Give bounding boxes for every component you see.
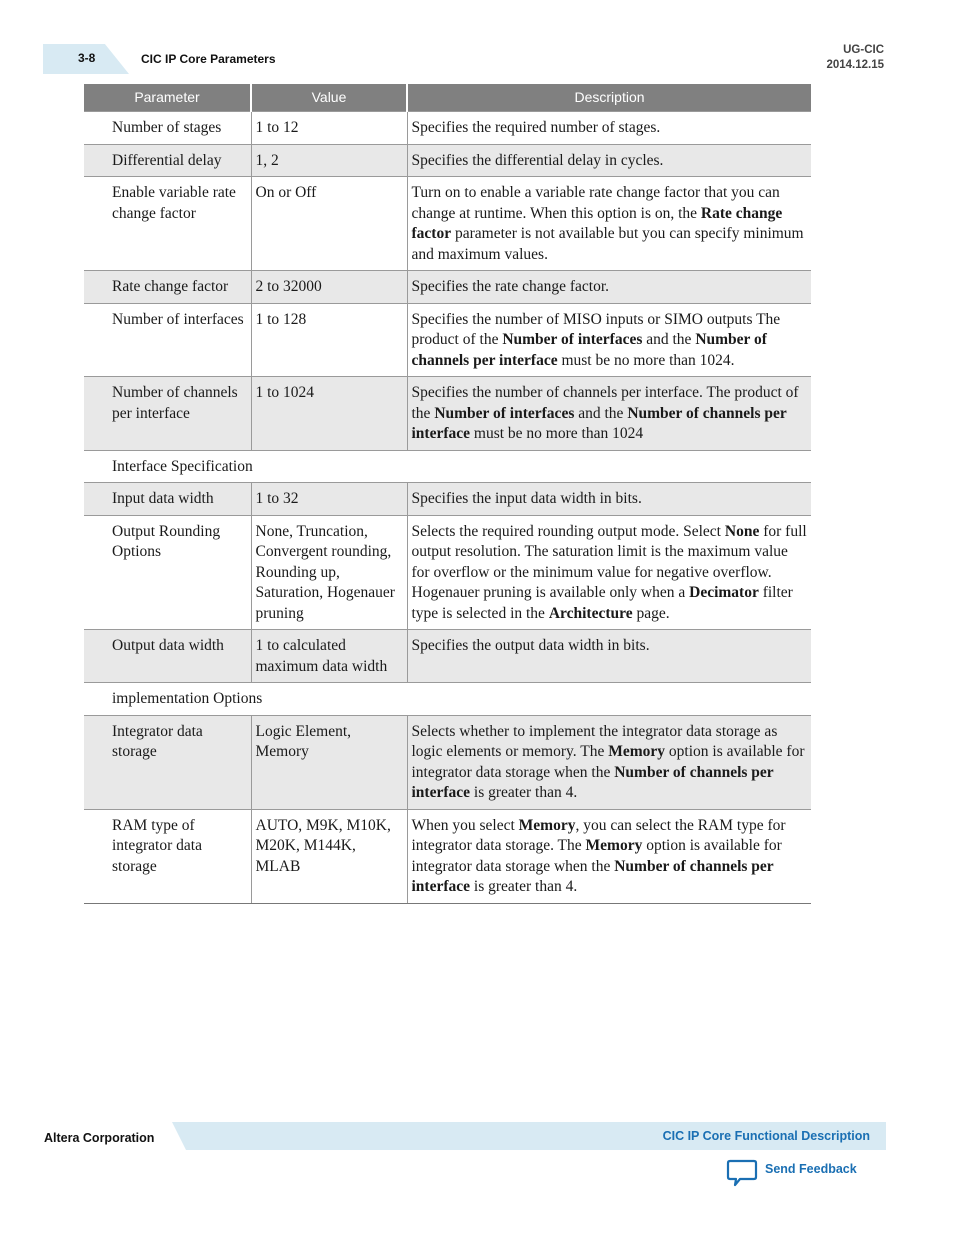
table-row: [84, 177, 811, 271]
section-row: [84, 683, 811, 716]
desc-text: filter type is selected in the: [411, 584, 793, 622]
speech-bubble-icon: [726, 1158, 758, 1188]
doc-id: UG-CIC: [843, 44, 884, 56]
value-cell: 2 to 32000: [251, 271, 407, 304]
parameter-cell: Enable variable rate change factor: [84, 177, 251, 271]
desc-text: Selects whether to implement the integrator data storage as logic elements or memory. The: [411, 722, 778, 760]
table-row: [84, 483, 811, 516]
desc-text: page.: [632, 604, 670, 622]
desc-term: Number of interfaces: [502, 331, 643, 348]
description-cell: Specifies the required number of stages.: [407, 112, 811, 145]
parameter-cell: Output data width: [84, 630, 251, 683]
description-cell: [407, 809, 811, 903]
desc-term: None: [724, 522, 760, 540]
desc-term: Architecture: [548, 604, 633, 622]
table-row: [84, 377, 811, 451]
section-heading: Interface Specification: [84, 450, 811, 483]
company-name: Altera Corporation: [44, 1131, 155, 1145]
parameter-cell: Number of channels per interface: [84, 377, 251, 451]
description-cell: Specifies the input data width in bits.: [407, 483, 811, 516]
description-cell: [407, 377, 811, 451]
desc-text: Selects the required rounding output mode. Select: [411, 522, 725, 540]
parameter-cell: Differential delay: [84, 144, 251, 177]
section-row: [84, 450, 811, 483]
table-row: [84, 515, 811, 630]
desc-text: must be no more than 1024: [470, 425, 644, 442]
desc-text: , you can select the RAM type for integrator data storage. The: [411, 816, 786, 854]
desc-text: must be no more than 1024.: [557, 351, 735, 369]
desc-term: Decimator: [689, 584, 759, 601]
description-cell: Specifies the output data width in bits.: [407, 630, 811, 683]
value-cell: 1 to 32: [251, 483, 407, 516]
section-title: CIC IP Core Parameters: [141, 52, 276, 66]
desc-text: and the: [574, 404, 628, 422]
parameter-cell: Input data width: [84, 483, 251, 516]
send-feedback-button[interactable]: [726, 1158, 866, 1188]
value-cell: On or Off: [251, 177, 407, 271]
parameter-cell: Rate change factor: [84, 271, 251, 304]
desc-term: Rate change factor: [411, 204, 783, 242]
desc-text: When you select: [411, 816, 519, 834]
description-cell: [407, 303, 811, 377]
send-feedback-label: Send Feedback: [765, 1162, 857, 1176]
doc-info: [826, 43, 884, 73]
desc-text: and the: [642, 331, 696, 348]
column-header-description: Description: [407, 84, 811, 112]
desc-term: Memory: [608, 743, 666, 760]
desc-term: Number of channels per interface: [411, 404, 787, 442]
desc-text: Turn on to enable a variable rate change factor that you can change at runtime. When this option is on, the: [411, 184, 780, 222]
desc-term: Number of channels per interface: [411, 857, 774, 895]
desc-term: Memory: [518, 816, 576, 834]
table-row: [84, 630, 811, 683]
parameters-table: [84, 84, 811, 904]
desc-text: is greater than 4.: [470, 784, 578, 801]
value-cell: 1 to 128: [251, 303, 407, 377]
desc-text: parameter is not available but you can specify minimum and maximum values.: [411, 225, 804, 263]
value-cell: AUTO, M9K, M10K, M20K, M144K, MLAB: [251, 809, 407, 903]
desc-text: Specifies the number of MISO inputs or SIMO outputs The product of the: [411, 310, 781, 348]
value-cell: 1 to 12: [251, 112, 407, 145]
table-row: [84, 144, 811, 177]
description-cell: [407, 177, 811, 271]
description-cell: Specifies the differential delay in cycles.: [407, 144, 811, 177]
description-cell: Specifies the rate change factor.: [407, 271, 811, 304]
parameter-cell: Integrator data storage: [84, 715, 251, 809]
section-heading: implementation Options: [84, 683, 811, 716]
page-number: 3-8: [78, 51, 96, 65]
desc-text: is greater than 4.: [470, 878, 578, 895]
parameter-cell: Output Rounding Options: [84, 515, 251, 630]
value-cell: 1 to calculated maximum data width: [251, 630, 407, 683]
section-link[interactable]: CIC IP Core Functional Description: [662, 1129, 870, 1143]
desc-text: for full output resolution. The saturation limit is the maximum value for overflow or the minimum value for negative overflow. Hogenauer pruning is available only when a: [411, 522, 807, 601]
parameter-cell: Number of interfaces: [84, 303, 251, 377]
table-row: [84, 112, 811, 145]
desc-term: Memory: [585, 837, 643, 854]
parameter-cell: Number of stages: [84, 112, 251, 145]
description-cell: [407, 515, 811, 630]
desc-term: Number of channels per interface: [411, 763, 774, 801]
value-cell: None, Truncation, Convergent rounding, Rounding up, Saturation, Hogenauer pruning: [251, 515, 407, 630]
desc-term: Number of interfaces: [434, 404, 575, 422]
value-cell: Logic Element, Memory: [251, 715, 407, 809]
parameter-cell: RAM type of integrator data storage: [84, 809, 251, 903]
value-cell: 1 to 1024: [251, 377, 407, 451]
desc-text: Specifies the number of channels per interface. The product of the: [411, 384, 799, 422]
table-row: [84, 809, 811, 903]
table-row: [84, 303, 811, 377]
desc-term: Number of channels per interface: [411, 331, 767, 369]
table-header-row: [84, 84, 811, 112]
column-header-value: Value: [251, 84, 407, 112]
column-header-parameter: Parameter: [84, 84, 251, 112]
value-cell: 1, 2: [251, 144, 407, 177]
description-cell: [407, 715, 811, 809]
desc-text: option is available for integrator data storage when the: [411, 743, 805, 781]
desc-text: option is available for integrator data storage when the: [411, 837, 782, 875]
doc-date: 2014.12.15: [826, 59, 884, 71]
table-row: [84, 271, 811, 304]
table-row: [84, 715, 811, 809]
